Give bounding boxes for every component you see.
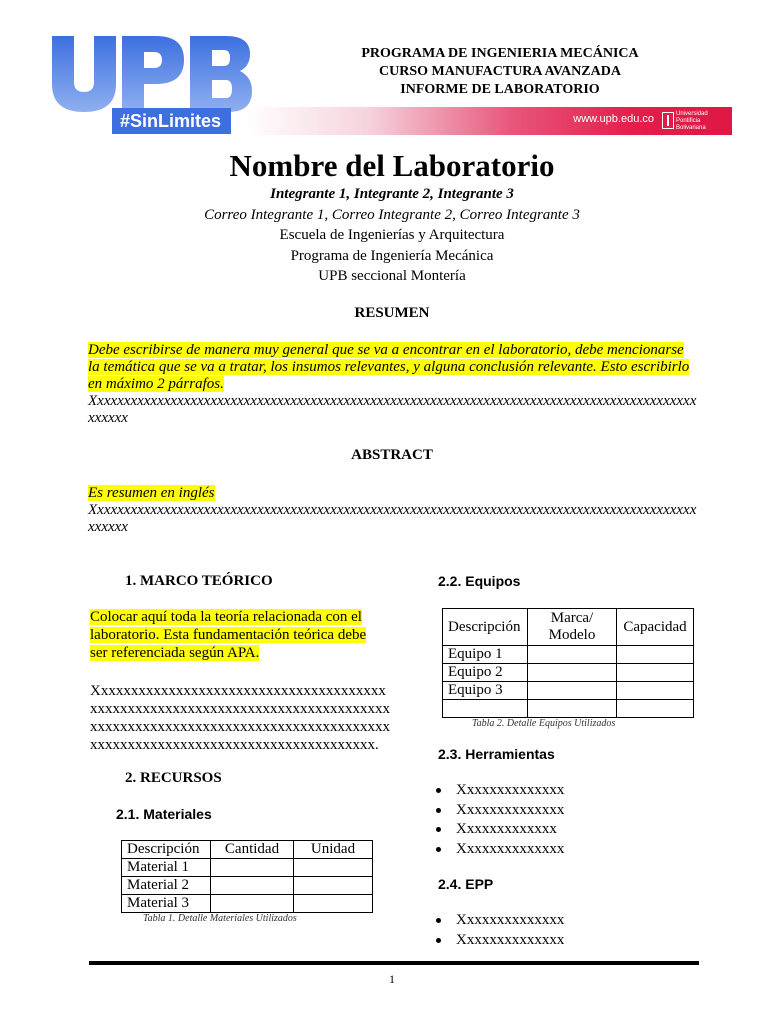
herramientas-list [436, 781, 706, 859]
table-cell: Equipo 3 [443, 682, 528, 700]
table-header: Descripción [122, 841, 211, 859]
table-header: Unidad [294, 841, 373, 859]
materiales-heading: 2.1. Materiales [116, 806, 212, 822]
bullet-icon [436, 918, 441, 923]
page-number: 1 [389, 972, 395, 986]
recursos-heading: 2. RECURSOS [125, 770, 222, 786]
university-crest-icon [662, 112, 674, 129]
table-cell [617, 700, 694, 718]
bullet-icon [436, 938, 441, 943]
list-item: Xxxxxxxxxxxxxx [436, 931, 706, 951]
table-cell [443, 700, 528, 718]
equipos-heading: 2.2. Equipos [438, 573, 521, 589]
table-cell [528, 682, 617, 700]
table-cell: Material 1 [122, 859, 211, 877]
website-url: www.upb.edu.co [573, 113, 654, 125]
table-row [122, 859, 373, 877]
abstract-body [88, 485, 698, 536]
resumen-body [88, 342, 698, 427]
resumen-heading: RESUMEN [354, 305, 430, 321]
bullet-icon [436, 808, 441, 813]
table-header: Descripción [443, 609, 528, 646]
header-red-band [246, 107, 732, 135]
abstract-placeholder: Xxxxxxxxxxxxxxxxxxxxxxxxxxxxxxxxxxxxxxxxxxxxxxxxxxxxxxxxxxxxxxxxxxxxxxxxxxxxxxxxxxxxxxxxxxx xxxxxx [88, 502, 697, 535]
marco-heading: 1. MARCO TEÓRICO [125, 573, 273, 589]
epp-list [436, 911, 706, 950]
table-row [443, 700, 694, 718]
table-cell [528, 664, 617, 682]
footer-rule [89, 961, 699, 965]
materiales-table [121, 840, 373, 913]
resumen-placeholder: Xxxxxxxxxxxxxxxxxxxxxxxxxxxxxxxxxxxxxxxxxxxxxxxxxxxxxxxxxxxxxxxxxxxxxxxxxxxxxxxxxxxxxxxxxxx xxxxxx [88, 393, 697, 426]
materiales-table-wrap [121, 840, 373, 924]
table-row [443, 646, 694, 664]
header-line-1: PROGRAMA DE INGENIERIA MECÁNICA [361, 46, 639, 61]
table-cell [617, 682, 694, 700]
list-item: Xxxxxxxxxxxxxx [436, 911, 706, 931]
table-cell [617, 664, 694, 682]
tagline: #SinLimites [112, 108, 231, 134]
table-cell: Material 2 [122, 877, 211, 895]
equipos-table-wrap [442, 608, 694, 729]
list-item: Xxxxxxxxxxxxxx [436, 801, 706, 821]
campus: UPB seccional Montería [318, 268, 466, 284]
table-cell [211, 859, 294, 877]
bullet-icon [436, 788, 441, 793]
table-cell [617, 646, 694, 664]
table-header-row [443, 609, 694, 646]
table-cell: Equipo 1 [443, 646, 528, 664]
marco-line: Xxxxxxxxxxxxxxxxxxxxxxxxxxxxxxxxxxxxxxx [90, 683, 386, 699]
table-caption: Tabla 2. Detalle Equipos Utilizados [472, 718, 616, 729]
program: Programa de Ingeniería Mecánica [290, 248, 494, 264]
table-cell [211, 895, 294, 913]
table-header-row [122, 841, 373, 859]
table-cell [528, 646, 617, 664]
upb-logo-mark [52, 36, 252, 112]
abstract-heading: ABSTRACT [351, 447, 433, 463]
abstract-instruction: Es resumen en inglés [88, 485, 215, 501]
bullet-icon [436, 847, 441, 852]
university-name: Universidad Pontificia Bolivariana [676, 111, 708, 131]
table-cell [211, 877, 294, 895]
marco-instruction: Colocar aquí toda la teoría relacionada con el laboratorio. Esta fundamentación teórica debe ser referenciada según APA. [90, 609, 367, 661]
table-row [122, 877, 373, 895]
table-cell [294, 859, 373, 877]
list-item: Xxxxxxxxxxxxxx [436, 781, 706, 801]
marco-line: xxxxxxxxxxxxxxxxxxxxxxxxxxxxxxxxxxxxxxxx [90, 719, 390, 735]
table-row [443, 664, 694, 682]
herramientas-list-wrap [436, 781, 706, 859]
marco-line: xxxxxxxxxxxxxxxxxxxxxxxxxxxxxxxxxxxxxx. [90, 737, 379, 753]
list-item: Xxxxxxxxxxxxxx [436, 840, 706, 860]
members: Integrante 1, Integrante 2, Integrante 3 [270, 186, 514, 202]
table-cell [294, 895, 373, 913]
resumen-instruction: Debe escribirse de manera muy general que se va a encontrar en el laboratorio, debe mencionarse la temática que se va a tratar, los insumos relevantes, y alguna conclusión relevante. Esto escribirlo en máximo 2 párrafos. [88, 342, 690, 392]
marco-line: xxxxxxxxxxxxxxxxxxxxxxxxxxxxxxxxxxxxxxxx [90, 701, 390, 717]
epp-heading: 2.4. EPP [438, 876, 494, 892]
table-cell: Equipo 2 [443, 664, 528, 682]
list-item: Xxxxxxxxxxxxx [436, 820, 706, 840]
header-line-3: INFORME DE LABORATORIO [400, 82, 600, 97]
table-cell: Material 3 [122, 895, 211, 913]
school: Escuela de Ingenierías y Arquitectura [279, 227, 505, 243]
marco-placeholder [90, 682, 390, 754]
upb-logo [52, 36, 252, 136]
table-header: Marca/ Modelo [528, 609, 617, 646]
bullet-icon [436, 827, 441, 832]
lab-title: Nombre del Laboratorio [229, 148, 555, 183]
table-caption: Tabla 1. Detalle Materiales Utilizados [143, 913, 297, 924]
table-header: Capacidad [617, 609, 694, 646]
herramientas-heading: 2.3. Herramientas [438, 746, 555, 762]
table-row [122, 895, 373, 913]
emails: Correo Integrante 1, Correo Integrante 2, Correo Integrante 3 [204, 207, 580, 223]
table-cell [294, 877, 373, 895]
epp-list-wrap [436, 911, 706, 950]
table-header: Cantidad [211, 841, 294, 859]
header-line-2: CURSO MANUFACTURA AVANZADA [379, 64, 621, 79]
equipos-table [442, 608, 694, 718]
table-row [443, 682, 694, 700]
table-cell [528, 700, 617, 718]
